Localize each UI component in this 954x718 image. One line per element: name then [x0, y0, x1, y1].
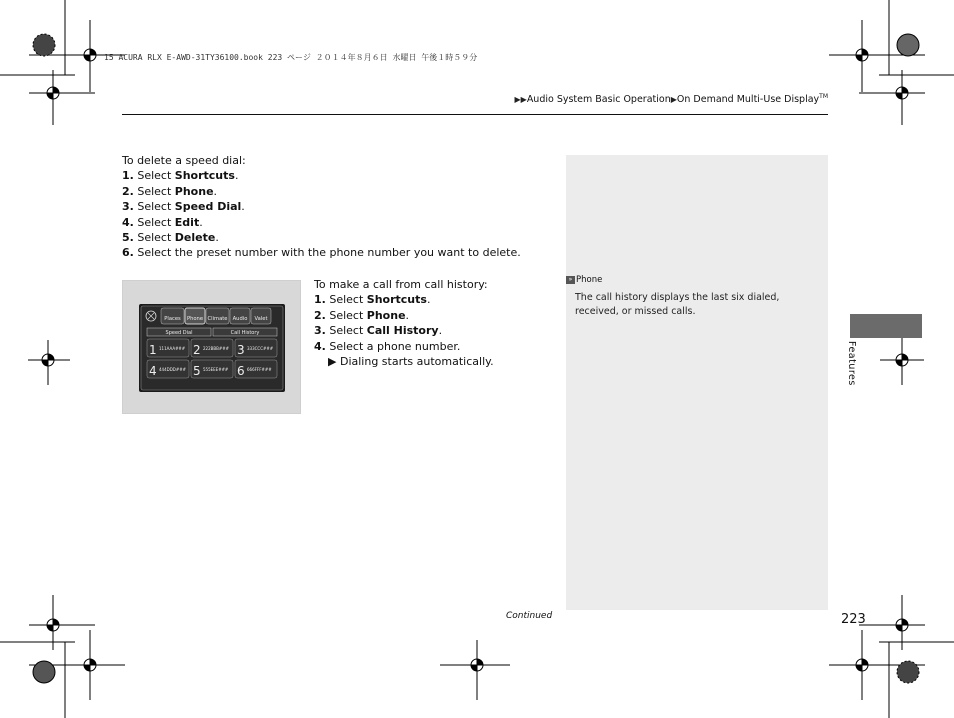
step-item: 1. Select Shortcuts. [122, 169, 239, 183]
display-screen-art [139, 304, 285, 392]
call-history-intro: To make a call from call history: [314, 278, 488, 291]
breadcrumb-part2: On Demand Multi-Use Display [676, 94, 820, 106]
call-history-section [314, 277, 554, 369]
subtab-call-history: Call History [230, 330, 260, 336]
step-item: 2. Select Phone. [122, 184, 218, 198]
page-number: 223 [841, 612, 866, 627]
continued-label: Continued [506, 611, 553, 621]
entry-number: 6 [237, 364, 245, 378]
breadcrumb [515, 93, 829, 105]
entry-text: 222BBB### [203, 346, 229, 351]
step-item: 6. Select the preset number with the phone number you want to delete. [122, 246, 521, 260]
breadcrumb-separator: ▶ [670, 95, 677, 105]
tab-phone: Phone [186, 316, 204, 322]
note-title: » Phone [566, 275, 602, 285]
step-item: 5. Select Delete. [122, 231, 219, 245]
trademark-mark: TM [819, 93, 828, 100]
note-marker-icon: » [566, 276, 575, 284]
delete-speed-dial-section [122, 153, 552, 261]
breadcrumb-arrows: ▶▶ [514, 95, 527, 105]
header-rule [122, 114, 828, 115]
tab-valet: Valet [254, 316, 268, 322]
tab-places: Places [164, 316, 181, 322]
tab-audio: Audio [232, 316, 248, 322]
entry-number: 3 [237, 343, 245, 357]
entry-number: 2 [193, 343, 201, 357]
display-illustration [122, 280, 301, 414]
step-item: 3. Select Speed Dial. [122, 200, 245, 214]
step-item: 1. Select Shortcuts. [314, 293, 431, 307]
step-item: 3. Select Call History. [314, 324, 443, 338]
arrow-right-icon: ▶ [328, 355, 337, 369]
entry-number: 5 [193, 364, 201, 378]
entry-number: 1 [149, 343, 157, 357]
print-header: 15 ACURA RLX E-AWD-31TY36100.book 223 ページ ２０１４年８月６日 水曜日 午後１時５９分 [104, 53, 478, 62]
step-item: 4. Select Edit. [122, 215, 203, 229]
substep: ▶ Dialing starts automatically. [328, 355, 494, 369]
step-item: 2. Select Phone. [314, 308, 410, 322]
section-tab-label: Features [846, 341, 857, 386]
delete-intro: To delete a speed dial: [122, 154, 246, 167]
entry-number: 4 [149, 364, 157, 378]
step-item: 4. Select a phone number. [314, 339, 461, 353]
note-text: The call history displays the last six dialed, received, or missed calls. [575, 292, 780, 317]
section-tab-marker [850, 314, 922, 338]
entry-text: 444DDD### [159, 367, 186, 372]
subtab-speed-dial: Speed Dial [165, 330, 193, 336]
entry-text: 333CCC### [247, 346, 274, 351]
entry-text: 666FFF### [247, 367, 272, 372]
tab-climate: Climate [207, 316, 228, 322]
sidebar-panel [566, 155, 828, 610]
display-screen [139, 304, 285, 392]
breadcrumb-part1: Audio System Basic Operation [526, 94, 671, 106]
entry-text: 555EEE### [203, 367, 229, 372]
entry-text: 111AAA### [159, 346, 186, 351]
